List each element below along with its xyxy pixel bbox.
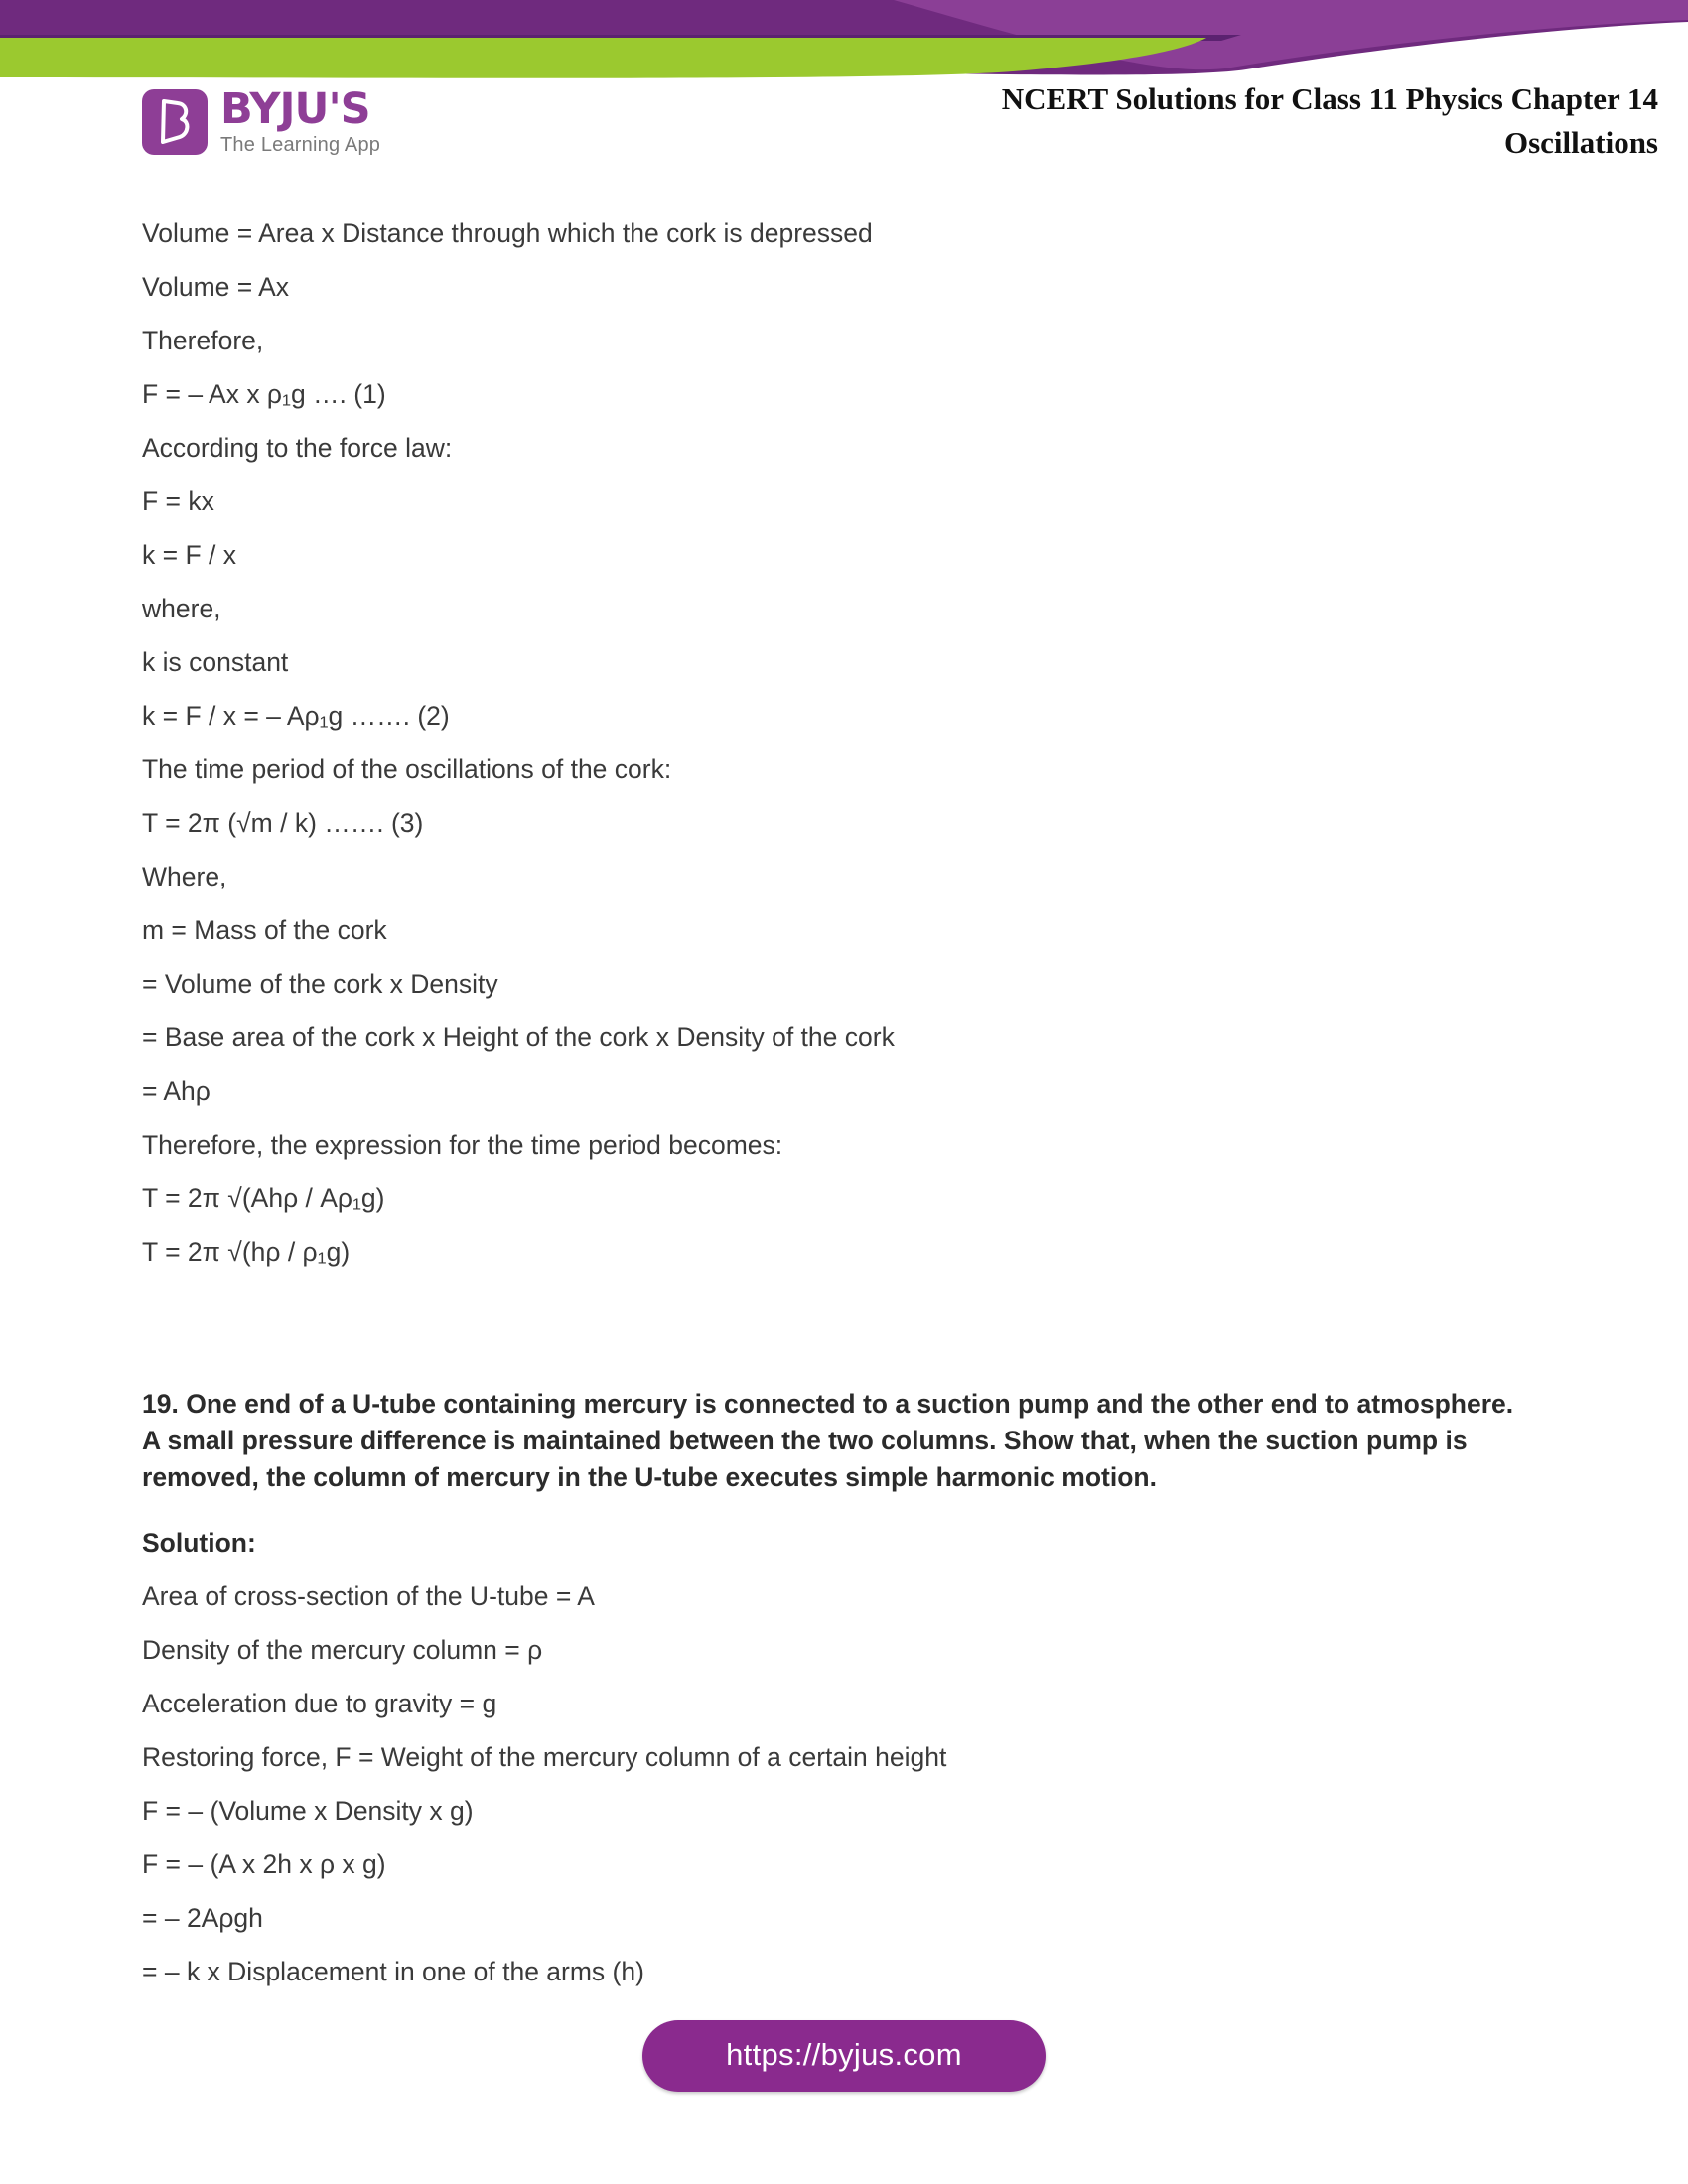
page-title-line1: NCERT Solutions for Class 11 Physics Chapter 14	[1001, 81, 1658, 116]
logo-tagline: The Learning App	[220, 134, 381, 156]
body-line: Where,	[142, 862, 227, 891]
header-band-svg	[0, 0, 1688, 89]
body-line: = – 2Aρgh	[142, 1903, 263, 1933]
byjus-url-button[interactable]: https://byjus.com	[642, 2020, 1046, 2092]
logo-text-block	[220, 84, 381, 157]
section-spacer	[142, 1279, 1552, 1386]
body-line: Volume = Area x Distance through which the cork is depressed	[142, 218, 873, 248]
byjus-b-logo-icon	[142, 89, 208, 155]
body-line: Area of cross-section of the U-tube = A	[142, 1581, 595, 1611]
logo-b-glyph	[142, 89, 208, 155]
body-line: Therefore, the expression for the time period becomes:	[142, 1130, 783, 1160]
solution-label: Solution:	[142, 1528, 256, 1558]
body-line: k = F / x = – Aρ₁g ……. (2)	[142, 701, 450, 731]
body-line: = Volume of the cork x Density	[142, 969, 498, 999]
body-line: Therefore,	[142, 326, 264, 355]
body-line: m = Mass of the cork	[142, 915, 387, 945]
body-line: F = – Ax x ρ₁g …. (1)	[142, 379, 386, 409]
byjus-logo	[142, 84, 381, 157]
page-title	[665, 77, 1658, 165]
body-line: T = 2π (√m / k) ……. (3)	[142, 808, 424, 838]
body-line: Density of the mercury column = ρ	[142, 1635, 543, 1665]
body-line: Restoring force, F = Weight of the mercury column of a certain height	[142, 1742, 947, 1772]
green-band	[0, 38, 1206, 78]
body-line: F = kx	[142, 486, 214, 516]
body-line: T = 2π √(Ahρ / Aρ₁g)	[142, 1183, 385, 1213]
body-line: Acceleration due to gravity = g	[142, 1689, 497, 1718]
body-line: The time period of the oscillations of the cork:	[142, 754, 672, 784]
purple-band-light	[894, 0, 1688, 69]
page-title-line2: Oscillations	[1503, 125, 1658, 160]
logo-wordmark: BYJU'S	[220, 84, 370, 134]
purple-band-dark	[0, 0, 1688, 75]
body-line: = Base area of the cork x Height of the cork x Density of the cork	[142, 1023, 895, 1052]
footer	[0, 2020, 1688, 2092]
body-line: F = – (Volume x Density x g)	[142, 1796, 474, 1826]
body-line: According to the force law:	[142, 433, 453, 463]
body-line: k is constant	[142, 647, 289, 677]
body-line: = – k x Displacement in one of the arms (h)	[142, 1957, 644, 1986]
body-line: = Ahρ	[142, 1076, 211, 1106]
body-line: F = – (A x 2h x ρ x g)	[142, 1849, 386, 1879]
band-separator	[0, 35, 1241, 41]
body-line: k = F / x	[142, 540, 236, 570]
document-body	[142, 206, 1552, 1998]
body-line: T = 2π √(hρ / ρ₁g)	[142, 1237, 351, 1267]
body-line: where,	[142, 594, 221, 623]
question-19-text: 19. One end of a U-tube containing mercury is connected to a suction pump and the other end to atmosphere. A small pressure difference is maintained between the two columns. Show that, when the suction pump is removed, the column of mercury in the U-tube executes simple harmonic motion.	[142, 1389, 1514, 1492]
body-line: Volume = Ax	[142, 272, 290, 302]
header-decoration-bands	[0, 0, 1688, 89]
